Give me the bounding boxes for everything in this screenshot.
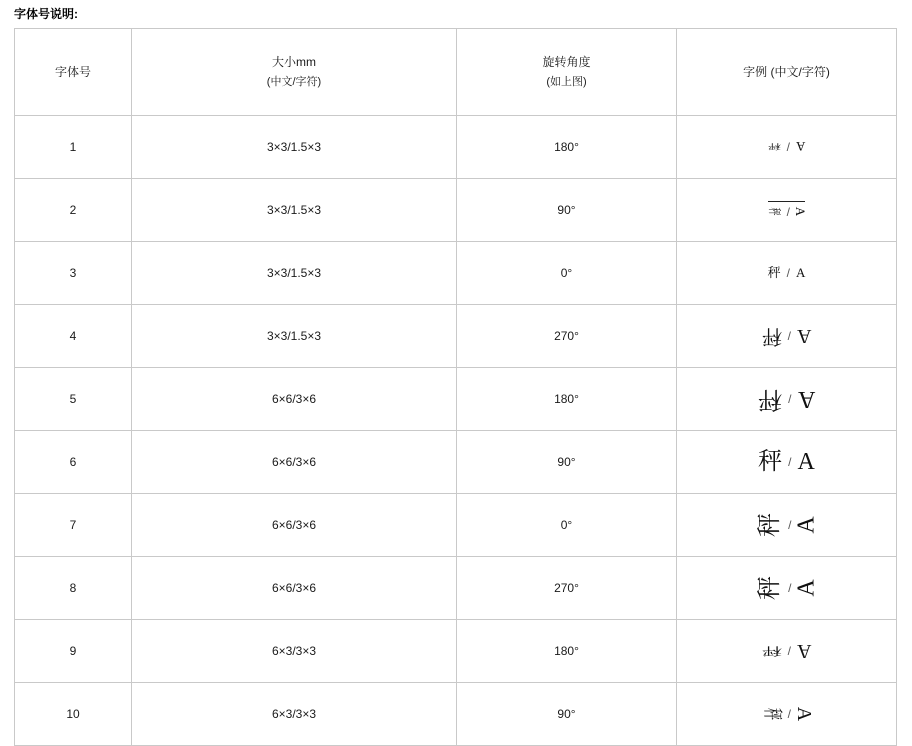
sample-latin: A — [797, 386, 815, 412]
table-row — [15, 116, 897, 179]
cell-size: 6×3/3×3 — [132, 683, 457, 746]
sample-separator: / — [787, 329, 791, 343]
sample-separator: / — [787, 644, 791, 658]
sample-chinese: 秤 — [767, 265, 781, 280]
sample-separator: / — [787, 707, 791, 721]
sample-glyphs — [758, 387, 815, 411]
cell-angle: 270° — [457, 557, 677, 620]
cell-angle: 180° — [457, 620, 677, 683]
cell-size: 3×3/1.5×3 — [132, 179, 457, 242]
sample-glyphs — [766, 201, 809, 219]
table-row — [15, 431, 897, 494]
font-number-table — [14, 28, 897, 746]
cell-angle: 270° — [457, 305, 677, 368]
cell-sample — [677, 431, 897, 494]
cell-font-number: 8 — [15, 557, 132, 620]
table-row — [15, 557, 897, 620]
sample-glyphs — [768, 266, 806, 279]
sample-latin: A — [796, 640, 812, 662]
sample-glyphs — [757, 576, 820, 600]
sample-chinese: 秤 — [761, 325, 782, 347]
sample-glyphs — [758, 450, 815, 474]
sample-separator: / — [788, 455, 792, 469]
sample-latin: A — [796, 325, 812, 347]
sample-latin: A — [793, 579, 820, 597]
cell-sample — [677, 116, 897, 179]
cell-sample — [677, 242, 897, 305]
cell-sample — [677, 305, 897, 368]
cell-sample — [677, 683, 897, 746]
cell-sample — [677, 179, 897, 242]
cell-angle: 180° — [457, 116, 677, 179]
sample-glyphs — [760, 704, 816, 724]
table-header — [15, 29, 897, 116]
column-header-rotation-angle: 旋转角度 (如上图) — [457, 29, 677, 116]
sample-latin: A — [795, 265, 806, 280]
cell-angle: 180° — [457, 368, 677, 431]
sample-chinese: 秤 — [758, 449, 783, 475]
cell-font-number: 9 — [15, 620, 132, 683]
cell-angle: 0° — [457, 494, 677, 557]
cell-size: 6×6/3×6 — [132, 431, 457, 494]
cell-sample — [677, 494, 897, 557]
sample-separator: / — [788, 581, 792, 595]
cell-font-number: 5 — [15, 368, 132, 431]
sample-latin: A — [793, 706, 816, 722]
sample-glyphs — [757, 513, 820, 537]
cell-size: 6×6/3×6 — [132, 557, 457, 620]
cell-angle: 0° — [457, 242, 677, 305]
sample-latin: A — [797, 449, 815, 475]
cell-font-number: 3 — [15, 242, 132, 305]
cell-size: 6×6/3×6 — [132, 494, 457, 557]
table-row — [15, 368, 897, 431]
cell-font-number: 6 — [15, 431, 132, 494]
cell-size: 3×3/1.5×3 — [132, 305, 457, 368]
cell-size: 3×3/1.5×3 — [132, 116, 457, 179]
cell-font-number: 1 — [15, 116, 132, 179]
sample-chinese: 秤 — [761, 644, 782, 658]
column-header-sample: 字例 (中文/字符) — [677, 29, 897, 116]
table-header-row — [15, 29, 897, 116]
sample-glyphs — [768, 140, 806, 153]
cell-font-number: 7 — [15, 494, 132, 557]
sample-glyphs — [762, 641, 812, 661]
cell-font-number: 10 — [15, 683, 132, 746]
sample-glyphs — [762, 326, 812, 346]
table-row — [15, 620, 897, 683]
cell-size: 6×6/3×6 — [132, 368, 457, 431]
table-row — [15, 494, 897, 557]
cell-angle: 90° — [457, 179, 677, 242]
page-title: 字体号说明: — [14, 7, 78, 21]
cell-sample — [677, 368, 897, 431]
table-row — [15, 179, 897, 242]
sample-chinese: 秤 — [758, 386, 783, 412]
sample-separator: / — [786, 139, 790, 154]
sample-chinese: 秤 — [767, 142, 781, 151]
sample-latin: A — [793, 516, 820, 534]
cell-sample — [677, 557, 897, 620]
table-row — [15, 305, 897, 368]
sample-separator: / — [786, 204, 790, 219]
cell-angle: 90° — [457, 431, 677, 494]
column-header-font-number: 字体号 — [15, 29, 132, 116]
sample-chinese: 秤 — [757, 513, 784, 537]
table-body — [15, 116, 897, 746]
sample-separator: / — [788, 392, 792, 406]
cell-size: 3×3/1.5×3 — [132, 242, 457, 305]
cell-sample — [677, 620, 897, 683]
sample-latin: A — [793, 206, 809, 217]
sample-separator: / — [788, 518, 792, 532]
cell-size: 6×3/3×3 — [132, 620, 457, 683]
sample-chinese: 秤 — [766, 207, 782, 216]
table-row — [15, 683, 897, 746]
cell-font-number: 4 — [15, 305, 132, 368]
sample-chinese: 秤 — [760, 708, 783, 720]
sample-chinese: 秤 — [757, 576, 784, 600]
table-row — [15, 242, 897, 305]
cell-font-number: 2 — [15, 179, 132, 242]
sample-latin: A — [795, 139, 806, 154]
sample-separator: / — [786, 265, 790, 280]
column-header-size: 大小mm (中文/字符) — [132, 29, 457, 116]
cell-angle: 90° — [457, 683, 677, 746]
